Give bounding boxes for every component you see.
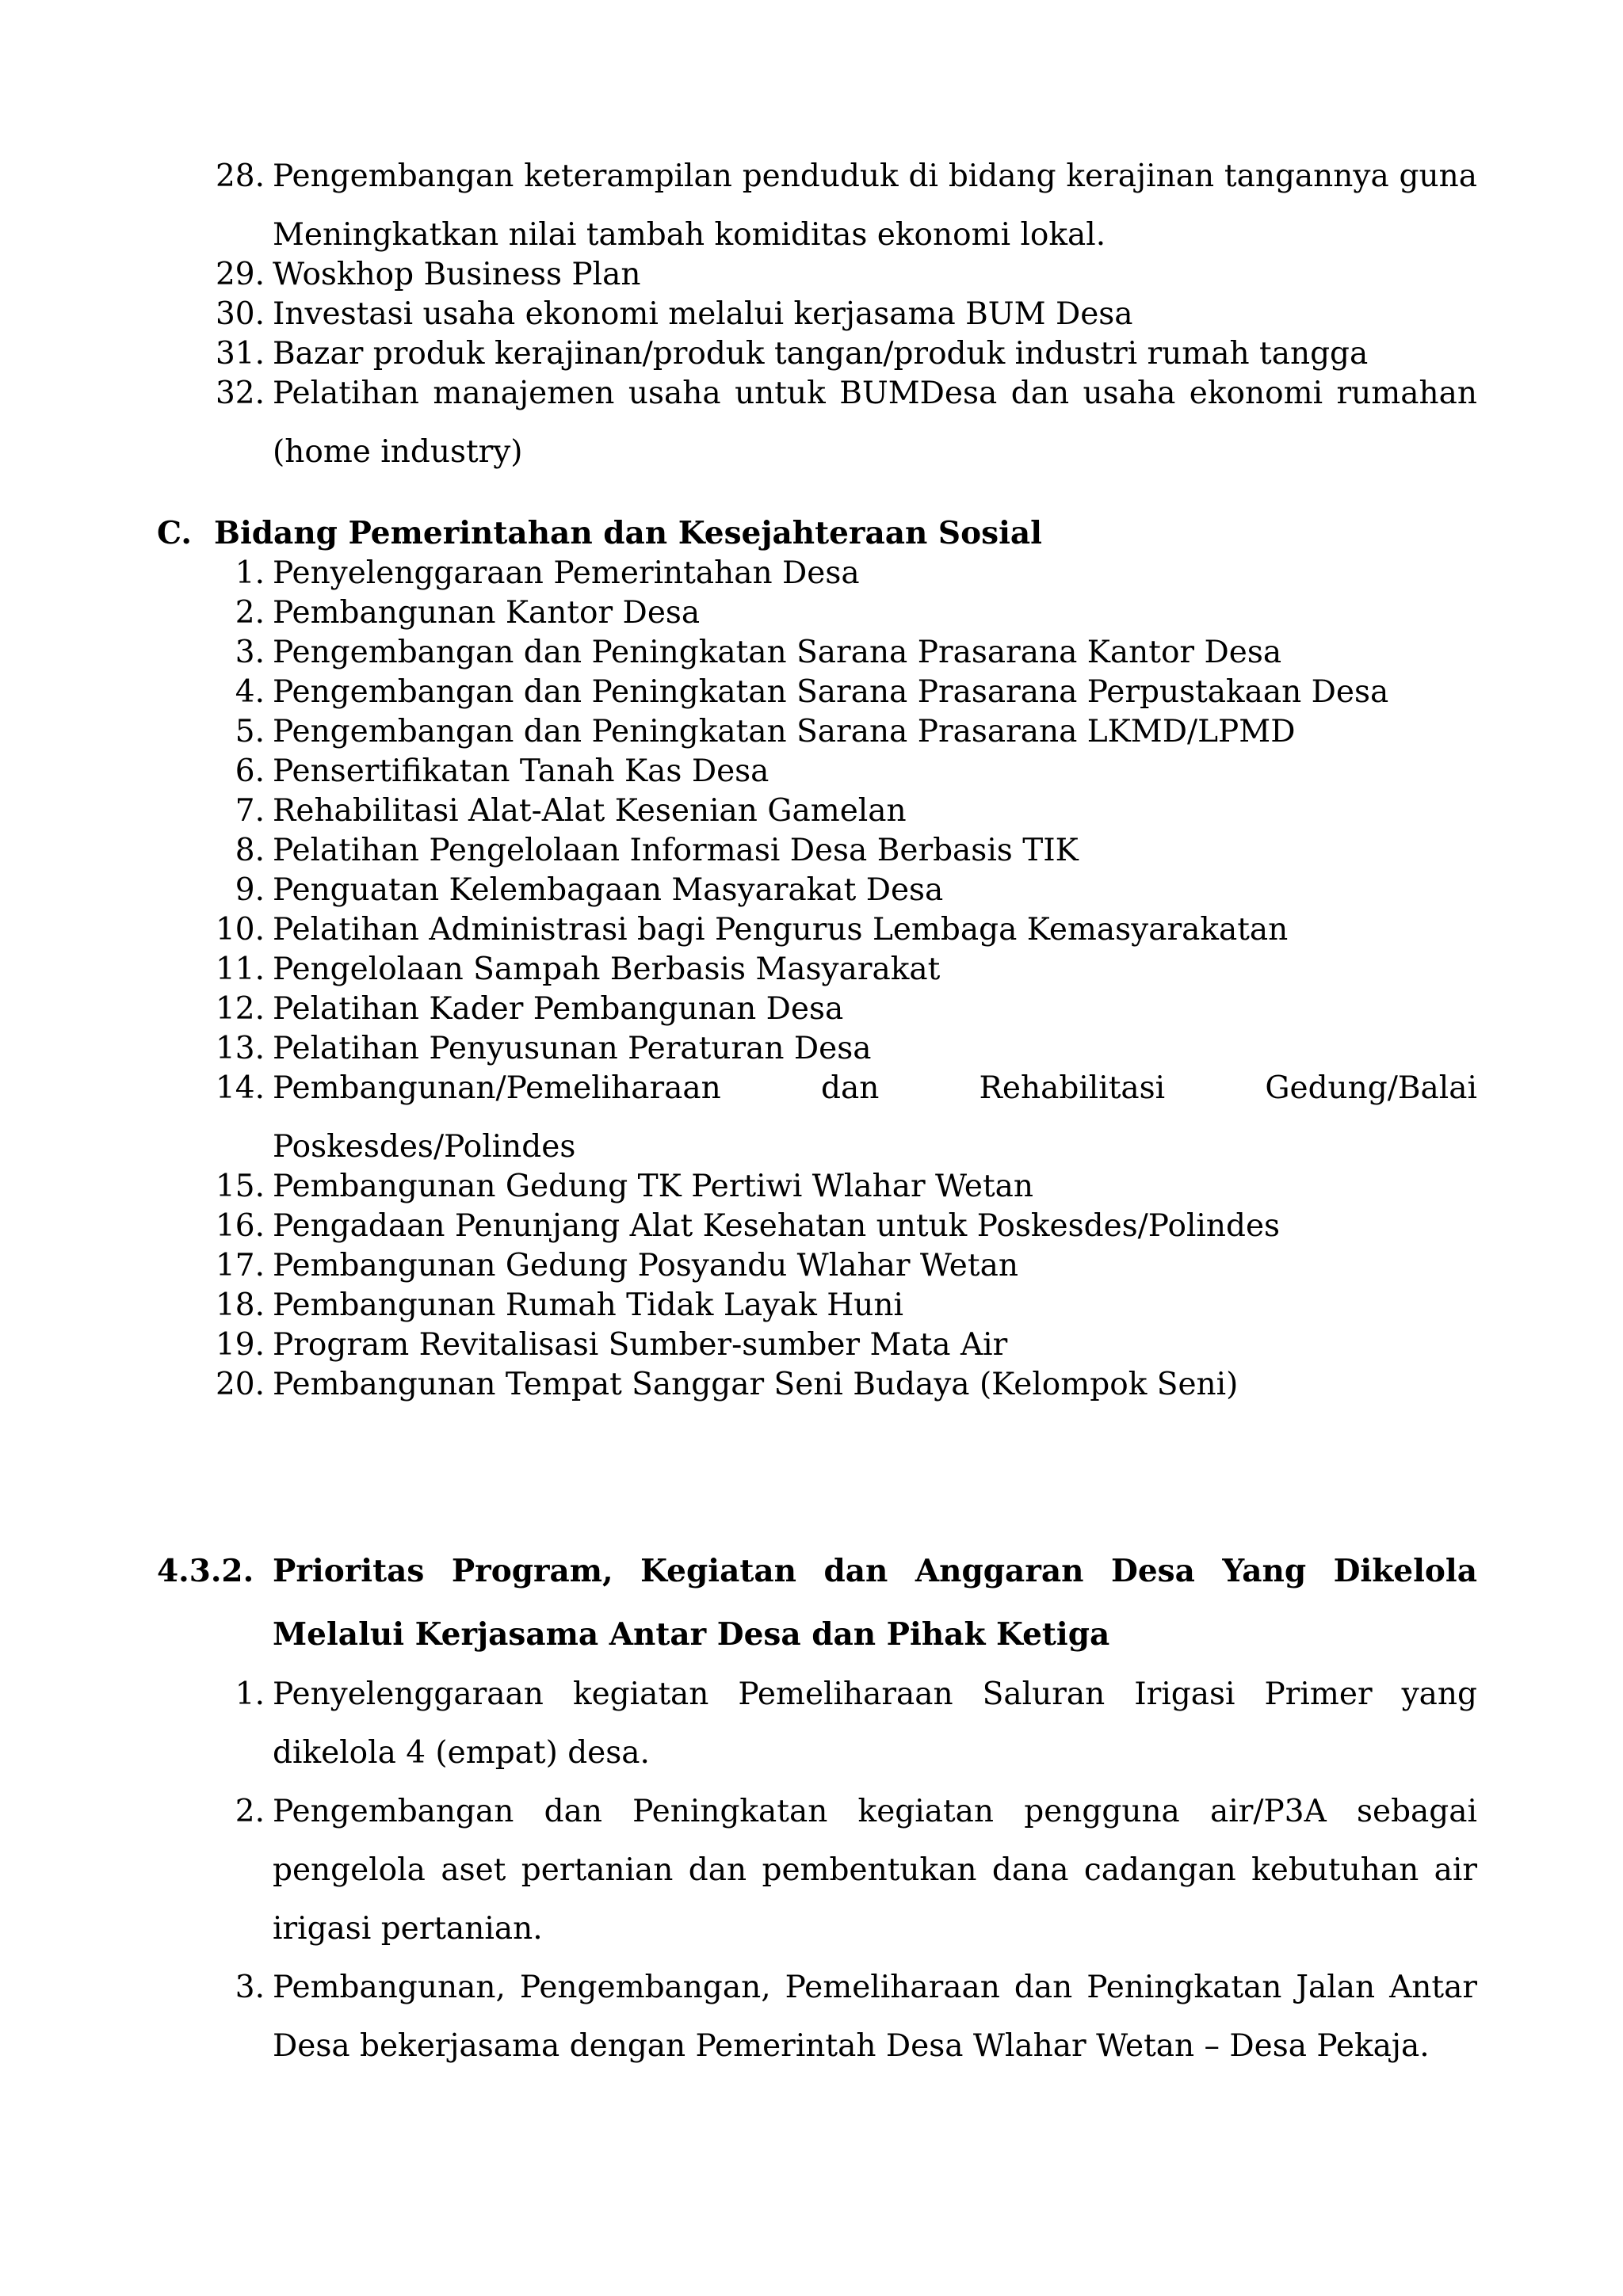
item-number: 18.	[215, 1287, 265, 1323]
list-item	[214, 1167, 1477, 1207]
item-number: 12.	[215, 991, 265, 1027]
list-item	[214, 871, 1477, 910]
list-item	[214, 1246, 1477, 1286]
item-number: 5.	[235, 714, 265, 749]
item-text: Penguatan Kelembagaan Masyarakat Desa	[273, 872, 944, 908]
list-item	[214, 712, 1477, 752]
item-text: Pembangunan, Pengembangan, Pemeliharaan dan Peningkatan Jalan Antar Desa bekerjasama dengan Pemerintah Desa Wlahar Wetan – Desa Pekaja.	[273, 1970, 1477, 2064]
item-number: 14.	[215, 1070, 265, 1106]
item-number: 17.	[215, 1248, 265, 1283]
item-text: Pelatihan Administrasi bagi Pengurus Lembaga Kemasyarakatan	[273, 912, 1289, 948]
item-text: Pembangunan Kantor Desa	[273, 595, 701, 631]
list-item	[214, 1365, 1477, 1405]
item-number: 31.	[215, 336, 265, 372]
list-item	[214, 255, 1477, 295]
section-c-list	[214, 554, 1477, 1405]
item-number: 19.	[215, 1327, 265, 1363]
item-text: Pengembangan dan Peningkatan Sarana Prasarana Perpustakaan Desa	[273, 674, 1389, 710]
item-text: Pensertifikatan Tanah Kas Desa	[273, 753, 769, 789]
list-item	[214, 673, 1477, 712]
item-number: 11.	[215, 952, 265, 987]
item-text: Rehabilitasi Alat-Alat Kesenian Gamelan	[273, 793, 907, 829]
list-item	[214, 950, 1477, 990]
item-number: 3.	[235, 1970, 265, 2005]
item-text: Pengembangan dan Peningkatan Sarana Prasarana LKMD/LPMD	[273, 714, 1296, 749]
item-number: 1.	[235, 555, 265, 591]
list-item	[214, 593, 1477, 633]
list-item	[214, 364, 1477, 482]
item-text: Pembangunan Tempat Sanggar Seni Budaya (Kelompok Seni)	[273, 1367, 1239, 1402]
item-text: Pelatihan manajemen usaha untuk BUMDesa dan usaha ekonomi rumahan (home industry)	[273, 376, 1477, 470]
item-text: Woskhop Business Plan	[273, 257, 641, 292]
item-text: Pembangunan Gedung Posyandu Wlahar Wetan	[273, 1248, 1018, 1283]
list-item	[214, 147, 1477, 265]
item-number: 13.	[215, 1031, 265, 1066]
list-item	[214, 1207, 1477, 1246]
item-text: Pengembangan dan Peningkatan kegiatan pengguna air/P3A sebagai pengelola aset pertanian dan pembentukan dana cadangan kebutuhan air irigasi pertanian.	[273, 1794, 1477, 1947]
item-text: Pengadaan Penunjang Alat Kesehatan untuk Poskesdes/Polindes	[273, 1208, 1281, 1244]
list-item	[214, 1325, 1477, 1365]
section-c-heading	[157, 513, 1042, 553]
item-text: Pembangunan Gedung TK Pertiwi Wlahar Wetan	[273, 1169, 1034, 1204]
section-c-title: Bidang Pemerintahan dan Kesejahteraan Sosial	[214, 515, 1042, 551]
list-item	[214, 1783, 1477, 1958]
item-text: Pengembangan dan Peningkatan Sarana Prasarana Kantor Desa	[273, 635, 1282, 670]
item-text: Pembangunan Rumah Tidak Layak Huni	[273, 1287, 903, 1323]
item-number: 16.	[215, 1208, 265, 1244]
item-text: Bazar produk kerajinan/produk tangan/produk industri rumah tangga	[273, 336, 1369, 372]
item-number: 4.	[235, 674, 265, 710]
list-item	[214, 752, 1477, 791]
item-text: Pelatihan Kader Pembangunan Desa	[273, 991, 844, 1027]
item-text: Pelatihan Pengelolaan Informasi Desa Berbasis TIK	[273, 833, 1079, 868]
section-c-letter: C.	[157, 515, 192, 551]
list-item	[214, 990, 1477, 1029]
list-item	[214, 831, 1477, 871]
item-text: Pengembangan keterampilan penduduk di bidang kerajinan tangannya guna Meningkatkan nilai tambah komiditas ekonomi lokal.	[273, 158, 1477, 253]
item-text: Pembangunan/Pemeliharaan dan Rehabilitasi Gedung/Balai Poskesdes/Polindes	[273, 1070, 1477, 1165]
section-432-list	[214, 1665, 1477, 2076]
list-item	[214, 1059, 1477, 1177]
item-number: 10.	[215, 912, 265, 948]
item-number: 2.	[235, 1794, 265, 1829]
item-number: 29.	[215, 257, 265, 292]
list-item	[214, 1665, 1477, 1783]
section-b-continued-list	[214, 157, 1477, 472]
item-text: Pelatihan Penyusunan Peraturan Desa	[273, 1031, 872, 1066]
item-number: 2.	[235, 595, 265, 631]
item-number: 7.	[235, 793, 265, 829]
item-number: 28.	[215, 158, 265, 194]
list-item	[214, 633, 1477, 673]
item-number: 32.	[215, 376, 265, 411]
item-number: 30.	[215, 296, 265, 332]
item-text: Program Revitalisasi Sumber-sumber Mata Air	[273, 1327, 1008, 1363]
list-item	[214, 295, 1477, 334]
item-text: Pengelolaan Sampah Berbasis Masyarakat	[273, 952, 941, 987]
item-text: Penyelenggaraan Pemerintahan Desa	[273, 555, 860, 591]
item-number: 6.	[235, 753, 265, 789]
section-432-number: 4.3.2.	[157, 1553, 254, 1589]
section-432-heading	[157, 1539, 1477, 1666]
item-number: 20.	[215, 1367, 265, 1402]
item-number: 15.	[215, 1169, 265, 1204]
list-item	[214, 1286, 1477, 1325]
section-432-title: Prioritas Program, Kegiatan dan Anggaran Desa Yang Dikelola Melalui Kerjasama Antar Desa dan Pihak Ketiga	[273, 1553, 1477, 1653]
item-text: Investasi usaha ekonomi melalui kerjasama BUM Desa	[273, 296, 1133, 332]
list-item	[214, 1958, 1477, 2076]
item-number: 8.	[235, 833, 265, 868]
list-item	[214, 791, 1477, 831]
item-number: 9.	[235, 872, 265, 908]
item-number: 1.	[235, 1676, 265, 1712]
item-number: 3.	[235, 635, 265, 670]
list-item	[214, 910, 1477, 950]
item-text: Penyelenggaraan kegiatan Pemeliharaan Saluran Irigasi Primer yang dikelola 4 (empat) desa.	[273, 1676, 1477, 1771]
list-item	[214, 554, 1477, 593]
